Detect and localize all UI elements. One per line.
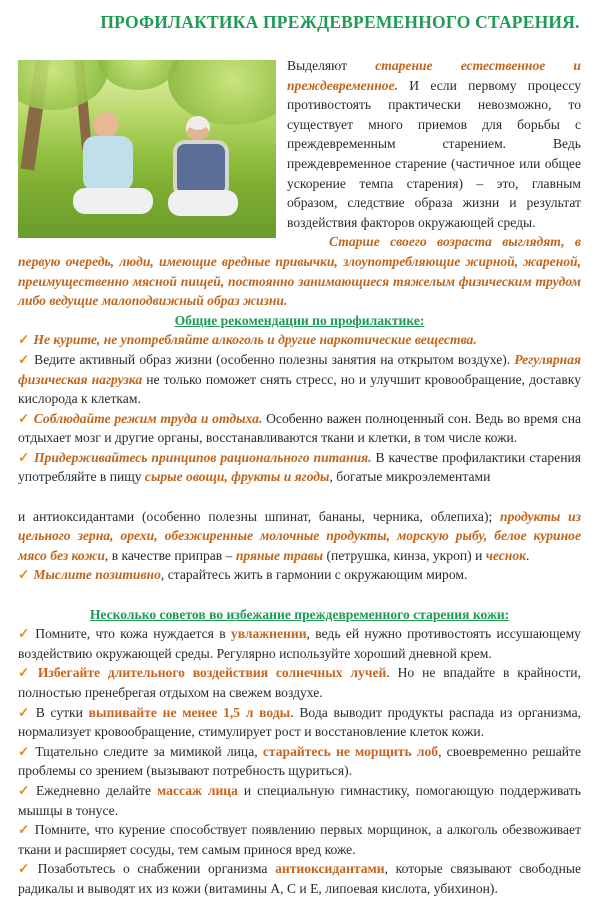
emphasized-text: Старше своего возраста выглядят, в первую очередь, люди, имеющие вредные привычки, злоупотребляющие жирной, жареной, преимущественно мясной пищей, постоянно занимающиеся тяжелым физическим трудом либо ведущие малоподвижный образ жизни. xyxy=(18,234,581,309)
emphasized-text: чеснок xyxy=(485,547,527,563)
emphasized-text: продукты из цельного зерна, орехи, обезжиренные молочные продукты, морскую рыбу, белое куриное мясо без кожи xyxy=(18,508,581,563)
list-item xyxy=(18,859,581,898)
text-segment: не только поможет снять стресс, но и улучшит кровообращение, доставку кислорода к клеткам. xyxy=(18,371,581,407)
list-item xyxy=(18,448,581,487)
emphasized-text: увлажнении xyxy=(230,626,307,642)
emphasized-text: массаж лица xyxy=(157,782,238,798)
text-segment: (петрушка, кинза, укроп) и xyxy=(323,547,486,563)
list-item xyxy=(18,409,581,448)
list-item xyxy=(18,330,581,350)
list-item xyxy=(18,565,581,585)
intro-paragraph xyxy=(18,232,581,310)
text-segment: В качестве профилактики старения употребляйте в пищу xyxy=(18,449,582,485)
photo-elderly-couple xyxy=(18,60,276,238)
emphasized-text: Мыслите позитивно xyxy=(33,567,161,583)
checkmark-icon: ✓ xyxy=(18,567,30,583)
section-heading-skin: Несколько советов во избежание преждевременного старения кожи: xyxy=(89,606,510,622)
text-segment: Помните, что курение способствует появлению первых морщинок, а алкоголь обезвоживает ткани и расширяет сосуды, тем самым принося вред коже. xyxy=(18,822,582,857)
text-segment: Ежедневно делайте xyxy=(35,782,158,798)
emphasized-text: сырые овощи, фрукты и ягоды xyxy=(144,469,330,485)
text-segment: и специальную гимнастику, помогающую поддерживать мышцы в тонусе. xyxy=(18,782,582,818)
list-item xyxy=(18,507,581,566)
text-segment: и антиоксидантами (особенно полезны шпинат, бананы, черника, облепиха); xyxy=(18,508,501,524)
checkmark-icon: ✓ xyxy=(18,743,32,759)
text-segment: Выделяют xyxy=(287,58,376,73)
emphasized-text: старение естественное и преждевременное. xyxy=(287,58,581,93)
text-segment: , богатые микроэлементами xyxy=(329,469,491,485)
checkmark-icon: ✓ xyxy=(18,665,34,681)
checkmark-icon: ✓ xyxy=(18,704,32,720)
emphasized-text: выпивайте не менее 1,5 л воды xyxy=(88,704,291,720)
list-item xyxy=(18,742,581,781)
emphasized-text: Избегайте длительного воздействия солнечных лучей xyxy=(37,665,387,681)
checkmark-icon: ✓ xyxy=(18,861,34,877)
text-segment: И если первому процессу противостоять практически невозможно, то существует много приемов для борьбы с преждевременным старением. Ведь преждевременное старение (частичное или общее ускорение темпа старения) – это, главным образом, следствие образа жизни и результат воздействия факторов окружающей среды. xyxy=(287,77,581,230)
text-segment: В сутки xyxy=(35,704,89,720)
text-segment: Тщательно следите за мимикой лица, xyxy=(35,743,263,759)
emphasized-text: Соблюдайте режим труда и отдыха. xyxy=(33,410,263,426)
checkmark-icon: ✓ xyxy=(18,449,30,465)
text-segment: , которые связывают свободные радикалы и выводят их из кожи (витамины А, С и Е, липоевая кислота, убихинон). xyxy=(18,861,582,896)
emphasized-text: Придерживайтесь принципов рационального питания. xyxy=(33,449,372,465)
page-title: ПРОФИЛАКТИКА ПРЕЖДЕВРЕМЕННОГО СТАРЕНИЯ. xyxy=(100,12,580,32)
list-item xyxy=(18,820,581,859)
text-segment: , в качестве приправ – xyxy=(104,547,236,563)
emphasized-text: антиоксидантами xyxy=(275,861,385,877)
text-segment: . Вода выводит продукты распада из организма, нормализует кровообращение, стимулирует рост и восстановление клеток кожи. xyxy=(18,704,581,740)
text-segment: . Но не впадайте в крайности, полностью пренебрегая отдыхом на свежем воздухе. xyxy=(18,665,581,700)
list-item xyxy=(18,781,581,820)
list-item xyxy=(18,350,581,409)
emphasized-text: Не курите, не употребляйте алкоголь и другие наркотические вещества. xyxy=(33,332,477,348)
list-item xyxy=(18,703,581,742)
text-segment: , старайтесь жить в гармонии с окружающим миром. xyxy=(160,567,468,583)
text-segment: Особенно важен полноценный сон. Ведь во время сна отдыхает мозг и другие органы, восстанавливаются ткани и клетки, в том числе кожи. xyxy=(18,410,582,446)
list-item xyxy=(18,663,581,702)
text-segment: , ведь ей нужно противостоять иссушающему воздействию окружающей среды. Регулярно используйте хороший дневной крем. xyxy=(18,626,581,661)
checkmark-icon: ✓ xyxy=(18,782,32,798)
section-heading-general: Общие рекомендации по профилактике: xyxy=(174,312,425,328)
text-segment: . xyxy=(526,547,530,563)
skin-tips-list xyxy=(18,624,581,898)
emphasized-text: Регулярная физическая нагрузка xyxy=(18,351,582,387)
text-segment: Ведите активный образ жизни (особенно полезны занятия на открытом воздухе). xyxy=(34,351,515,367)
emphasized-text: пряные травы xyxy=(235,547,324,563)
checkmark-icon: ✓ xyxy=(18,410,30,426)
text-segment: Помните, что кожа нуждается в xyxy=(35,626,231,642)
general-recommendations-list xyxy=(18,330,581,585)
checkmark-icon: ✓ xyxy=(18,351,31,367)
emphasized-text: старайтесь не морщить лоб xyxy=(262,743,439,759)
checkmark-icon: ✓ xyxy=(18,626,32,642)
document-body xyxy=(18,56,581,899)
text-segment: Позаботьтесь о снабжении организма xyxy=(37,861,276,877)
checkmark-icon: ✓ xyxy=(18,332,30,348)
checkmark-icon: ✓ xyxy=(18,822,31,838)
list-item xyxy=(18,624,581,663)
text-segment: , своевременно решайте проблемы со зрением (вызывают потребность щуриться). xyxy=(18,743,582,779)
